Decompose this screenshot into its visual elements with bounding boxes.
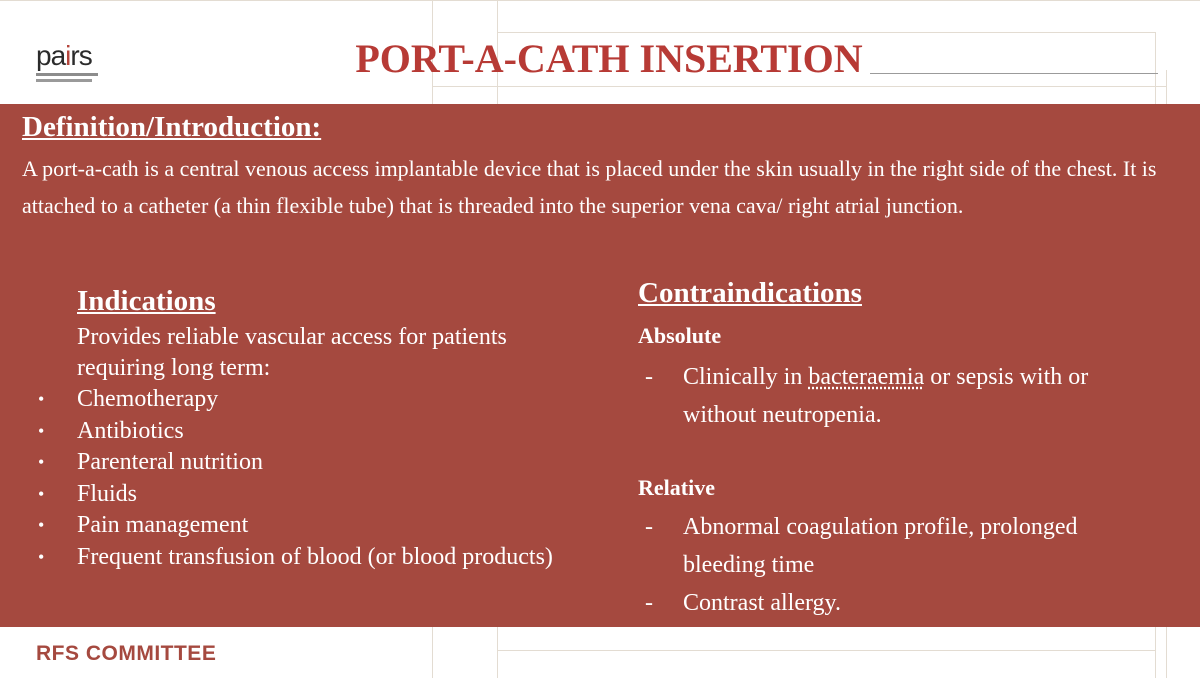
list-item (38, 447, 568, 479)
footer-committee: RFS COMMITTEE (36, 642, 217, 665)
definition-text: A port-a-cath is a central venous access implantable device that is placed under the skin usually in the right side of the chest. It is attached to a catheter (a thin flexible tube) that is threaded into the superior vena cava/ right atrial junction. (22, 156, 1157, 218)
indication-item-label: Fluids (77, 480, 138, 507)
bullet-icon: • (38, 420, 45, 441)
bullet-icon: • (38, 546, 45, 567)
logo-text-suffix: rs (70, 40, 92, 71)
relative-item-label: Abnormal coagulation profile, prolonged bleeding time (683, 514, 1078, 578)
bullet-icon: • (38, 515, 45, 535)
relative-item-label: Contrast allergy. (683, 590, 841, 616)
dash-icon: - (645, 590, 653, 616)
indication-item-label: Antibiotics (77, 417, 184, 444)
decor-line-h2 (432, 86, 1167, 87)
dash-icon: - (645, 514, 653, 540)
indication-item-label: Frequent transfusion of blood (or blood products) (77, 543, 553, 570)
indication-item-label: Pain management (77, 512, 249, 538)
list-item (645, 508, 1165, 584)
list-item (38, 416, 568, 448)
list-item (645, 358, 1165, 434)
absolute-item-term: bacteraemia (808, 364, 925, 390)
definition-heading: Definition/Introduction: (22, 111, 322, 143)
relative-list (645, 508, 1165, 622)
list-item (645, 584, 1165, 622)
bullet-icon: • (38, 389, 45, 409)
dash-icon: - (645, 364, 653, 390)
decor-line-h3 (497, 650, 1155, 651)
absolute-item-before: Clinically in (683, 364, 809, 390)
slide-title: PORT-A-CATH INSERTION (355, 36, 863, 81)
list-item (38, 542, 568, 573)
contraindications-heading: Contraindications (638, 277, 862, 309)
absolute-heading: Absolute (638, 323, 722, 348)
decor-line-v7 (1155, 627, 1156, 678)
absolute-item-after: or sepsis with or without neutropenia. (683, 364, 1089, 428)
bullet-icon: • (38, 483, 45, 504)
relative-heading: Relative (638, 475, 715, 500)
indications-list (38, 384, 568, 573)
decor-line-v8 (1166, 627, 1167, 678)
decor-line-v5 (432, 627, 433, 678)
content-panel (0, 104, 1200, 627)
indications-heading: Indications (77, 285, 216, 317)
decor-line-h1 (497, 32, 1155, 33)
decor-line-top (0, 0, 1200, 1)
logo-text-prefix: pa (36, 40, 66, 71)
list-item (38, 384, 568, 416)
list-item (38, 479, 568, 511)
absolute-list (645, 358, 1165, 434)
bullet-icon: • (38, 452, 45, 472)
decor-line-v6 (497, 627, 498, 678)
logo-text-accent: i (65, 40, 71, 71)
indication-item-label: Chemotherapy (77, 386, 219, 412)
list-item (38, 510, 568, 542)
indications-intro: Provides reliable vascular access for patients requiring long term: (77, 324, 507, 381)
title-rule (870, 73, 1158, 74)
indication-item-label: Parenteral nutrition (77, 449, 263, 475)
